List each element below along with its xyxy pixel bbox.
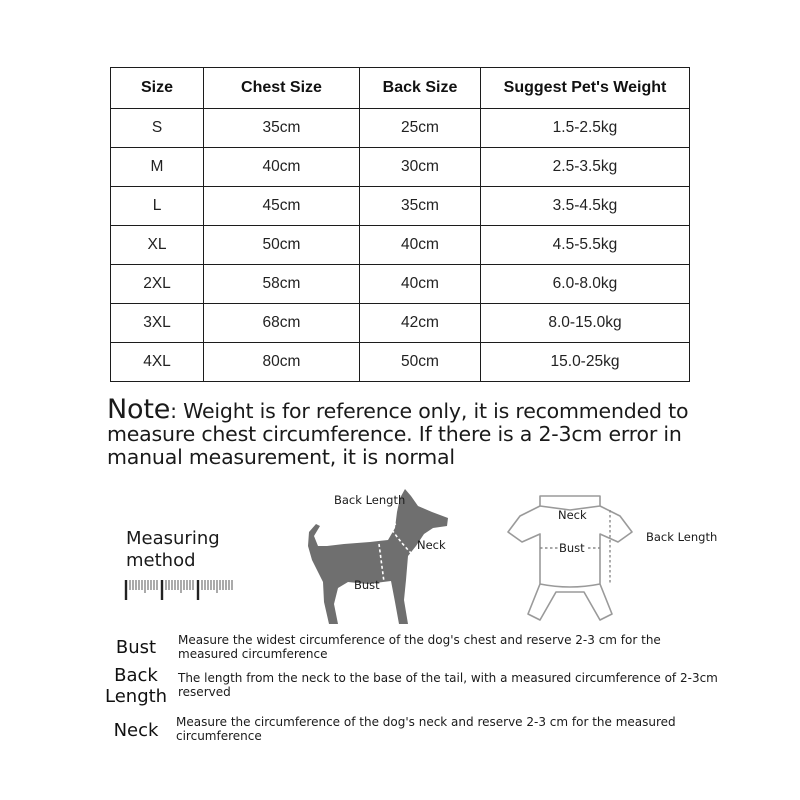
cell-weight: 8.0-15.0kg [481, 304, 690, 343]
weight-note [107, 394, 747, 469]
definition-text-bust: Measure the widest circumference of the dog's chest and reserve 2-3 cm for the measured circumference [178, 633, 661, 661]
table-row [111, 109, 690, 148]
dog-back-length-label: Back Length [334, 493, 406, 507]
cell-chest: 35cm [204, 109, 360, 148]
table-row [111, 304, 690, 343]
garment-back-length-label: Back Length [646, 530, 718, 544]
table-row [111, 148, 690, 187]
table-row [111, 265, 690, 304]
definition-text-back-length: The length from the neck to the base of the tail, with a measured circumference of 2-3cm reserved [178, 671, 718, 699]
cell-back: 35cm [360, 187, 481, 226]
header-pet-weight: Suggest Pet's Weight [481, 68, 690, 109]
dog-neck-label: Neck [417, 538, 446, 552]
cell-chest: 58cm [204, 265, 360, 304]
cell-back: 40cm [360, 226, 481, 265]
header-chest-size: Chest Size [204, 68, 360, 109]
cell-size: M [111, 148, 204, 187]
garment-neck-label: Neck [558, 508, 587, 522]
measuring-method-label: Measuring method [126, 528, 220, 571]
definition-term-neck: Neck [113, 720, 159, 741]
measurement-diagram [0, 476, 800, 626]
cell-weight: 6.0-8.0kg [481, 265, 690, 304]
cell-size: L [111, 187, 204, 226]
note-lead: Note [107, 394, 171, 425]
cell-back: 25cm [360, 109, 481, 148]
header-size: Size [111, 68, 204, 109]
cell-chest: 40cm [204, 148, 360, 187]
cell-chest: 68cm [204, 304, 360, 343]
note-text: : Weight is for reference only, it is recommended to measure chest circumference. If there is a 2-3cm error in manual measurement, it is normal [107, 399, 689, 469]
header-back-size: Back Size [360, 68, 481, 109]
garment-bust-label: Bust [559, 541, 585, 555]
table-row [111, 226, 690, 265]
cell-weight: 15.0-25kg [481, 343, 690, 382]
size-chart-table [110, 67, 690, 382]
ruler-icon [124, 576, 236, 602]
cell-weight: 4.5-5.5kg [481, 226, 690, 265]
cell-back: 30cm [360, 148, 481, 187]
cell-size: S [111, 109, 204, 148]
definition-term-back-length: Back Length [105, 665, 168, 707]
definition-term-bust: Bust [115, 637, 157, 658]
cell-size: XL [111, 226, 204, 265]
cell-weight: 2.5-3.5kg [481, 148, 690, 187]
dog-bust-label: Bust [354, 578, 380, 592]
table-row [111, 343, 690, 382]
cell-size: 2XL [111, 265, 204, 304]
cell-chest: 45cm [204, 187, 360, 226]
cell-size: 4XL [111, 343, 204, 382]
cell-back: 42cm [360, 304, 481, 343]
cell-chest: 80cm [204, 343, 360, 382]
definition-text-neck: Measure the circumference of the dog's neck and reserve 2-3 cm for the measured circumference [176, 715, 676, 743]
cell-weight: 3.5-4.5kg [481, 187, 690, 226]
cell-back: 50cm [360, 343, 481, 382]
table-header-row [111, 68, 690, 109]
cell-size: 3XL [111, 304, 204, 343]
cell-weight: 1.5-2.5kg [481, 109, 690, 148]
table-row [111, 187, 690, 226]
cell-chest: 50cm [204, 226, 360, 265]
cell-back: 40cm [360, 265, 481, 304]
